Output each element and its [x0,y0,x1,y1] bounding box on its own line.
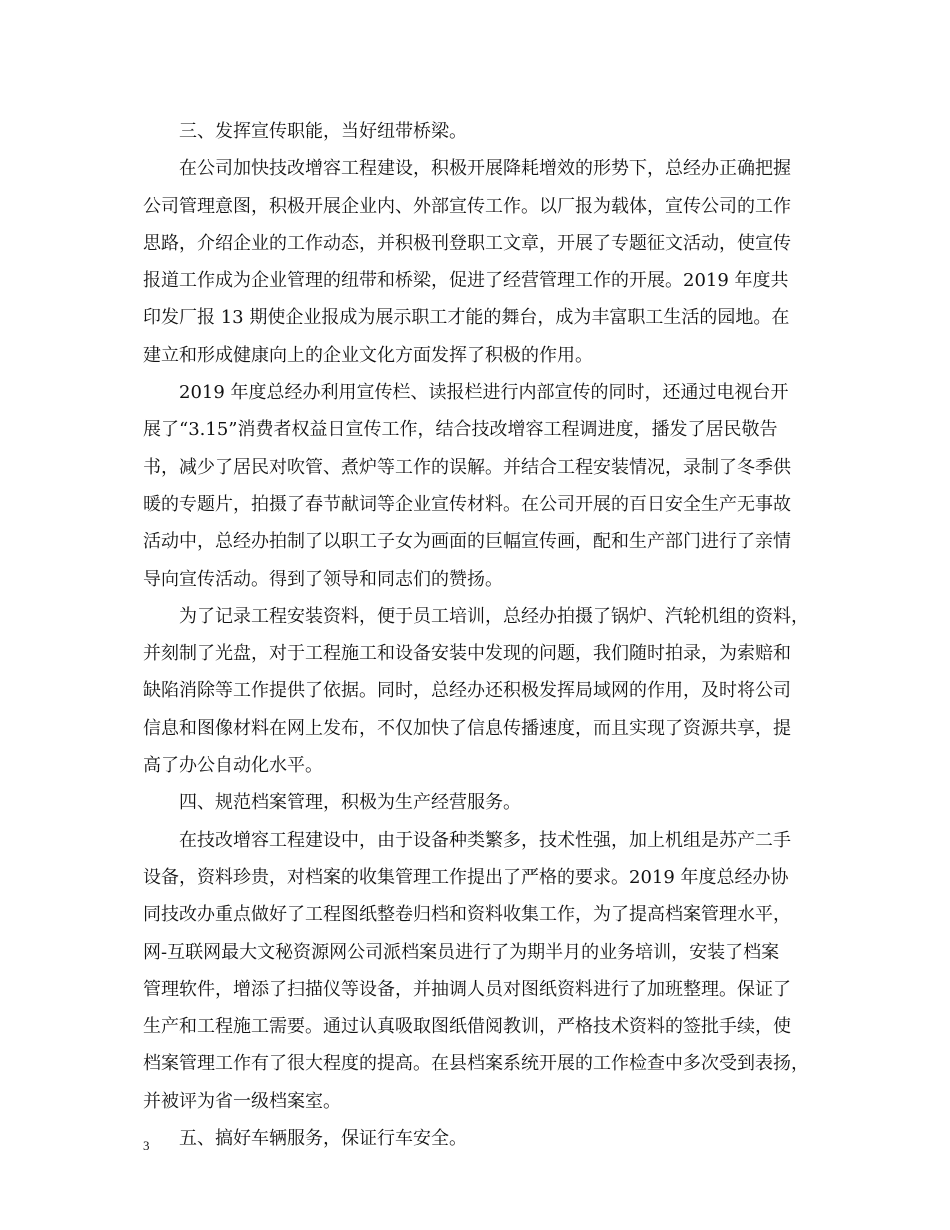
text-line: 信息和图像材料在网上发布，不仅加快了信息传播速度，而且实现了资源共享，提 [143,717,791,739]
text-line: 活动中，总经办拍制了以职工子女为画面的巨幅宣传画，配和生产部门进行了亲情 [143,531,791,553]
text-line: 并被评为省一级档案室。 [143,1090,341,1112]
text-line: 在公司加快技改增容工程建设，积极开展降耗增效的形势下，总经办正确把握 [179,158,791,180]
text-line: 缺陷消除等工作提供了依据。同时，总经办还积极发挥局域网的作用，及时将公司 [143,680,791,702]
text-line: 展了“3.15”消费者权益日宣传工作，结合技改增容工程调进度，播发了居民敬告 [143,419,778,441]
page-number: 3 [143,1138,150,1153]
document-body [143,113,809,1157]
text-line: 印发厂报 13 期使企业报成为展示职工才能的舞台，成为丰富职工生活的园地。在 [143,307,790,329]
text-line: 管理软件，增添了扫描仪等设备，并抽调人员对图纸资料进行了加班整理。保证了 [143,978,791,1000]
text-line: 并刻制了光盘，对于工程施工和设备安装中发现的问题，我们随时拍录，为索赔和 [143,643,791,665]
text-line: 五、搞好车辆服务，保证行车安全。 [179,1128,467,1150]
text-line: 生产和工程施工需要。通过认真吸取图纸借阅教训，严格技术资料的签批手续，使 [143,1016,791,1038]
text-line: 思路，介绍企业的工作动态，并积极刊登职工文章，开展了专题征文活动，使宣传 [143,232,791,254]
text-line: 同技改办重点做好了工程图纸整卷归档和资料收集工作，为了提高档案管理水平， [143,904,791,926]
text-line: 档案管理工作有了很大程度的提高。在县档案系统开展的工作检查中多次受到表扬， [143,1053,809,1075]
text-line: 报道工作成为企业管理的纽带和桥梁，促进了经营管理工作的开展。2019 年度共 [143,270,789,292]
text-line: 2019 年度总经办利用宣传栏、读报栏进行内部宣传的同时，还通过电视台开 [179,382,789,404]
text-line: 设备，资料珍贵，对档案的收集管理工作提出了严格的要求。2019 年度总经办协 [143,866,789,888]
text-line: 建立和形成健康向上的企业文化方面发挥了积极的作用。 [143,344,593,366]
text-line: 网-互联网最大文秘资源网公司派档案员进行了为期半月的业务培训，安装了档案 [143,941,780,963]
text-line: 公司管理意图，积极开展企业内、外部宣传工作。以厂报为载体，宣传公司的工作 [143,195,791,217]
text-line: 为了记录工程安装资料，便于员工培训，总经办拍摄了锅炉、汽轮机组的资料， [179,605,809,627]
text-line: 三、发挥宣传职能，当好纽带桥梁。 [179,121,467,142]
text-line: 暖的专题片，拍摄了春节献词等企业宣传材料。在公司开展的百日安全生产无事故 [143,493,791,515]
text-line: 书，减少了居民对吹管、煮炉等工作的误解。并结合工程安装情况，录制了冬季供 [143,456,791,478]
text-line: 四、规范档案管理，积极为生产经营服务。 [179,792,521,814]
text-line: 高了办公自动化水平。 [143,755,323,777]
text-line: 导向宣传活动。得到了领导和同志们的赞扬。 [143,568,503,590]
text-line: 在技改增容工程建设中，由于设备种类繁多，技术性强，加上机组是苏产二手 [179,829,791,851]
